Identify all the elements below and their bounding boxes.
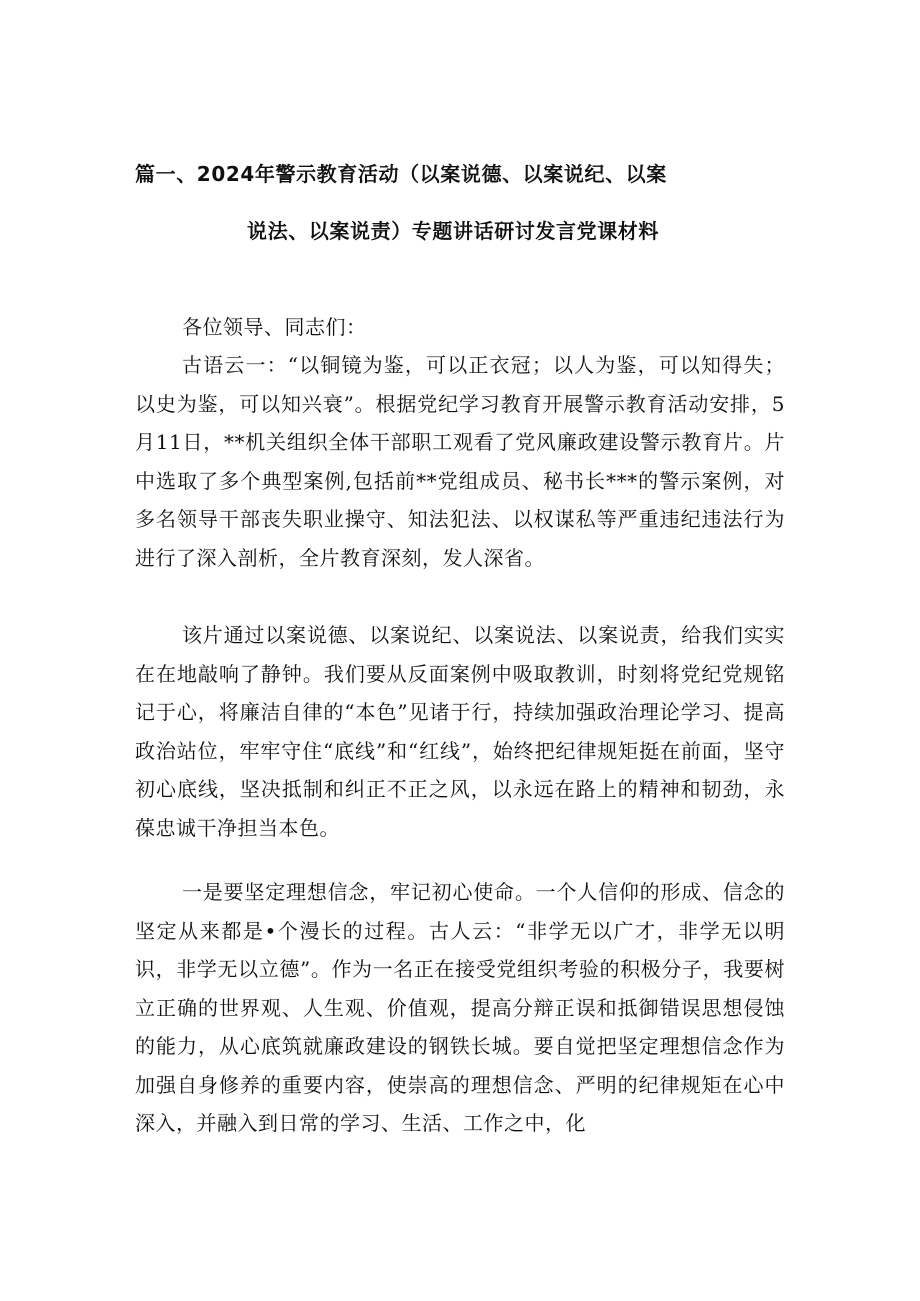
paragraph-3: 一是要坚定理想信念，牢记初心使命。一个人信仰的形成、信念的坚定从来都是•个漫长的过程。古人云：“非学无以广才，非学无以明识，非学无以立德”。作为一名正在接受党组织考验的积极分子，我要树立正确的世界观、人生观、价值观，提高分辩正误和抵御错误思想侵蚀的能力，从心底筑就廉政建设的钢铁长城。要自觉把坚定理想信念作为加强自身修养的重要内容，使崇高的理想信念、严明的纪律规矩在心中深入，并融入到日常的学习、生活、工作之中，化 (135, 880, 785, 1135)
paragraph-1: 古语云一：“以铜镜为鉴，可以正衣冠；以人为鉴，可以知得失；以史为鉴，可以知兴衰”。根据党纪学习教育开展警示教育活动安排，5月11日，**机关组织全体干部职工观看了党风廉政建设警示教育片。片中选取了多个典型案例,包括前**党组成员、秘书长***的警示案例，对多名领导干部丧失职业操守、知法犯法、以权谋私等严重违纪违法行为进行了深入剖析，全片教育深刻，发人深省。 (135, 353, 785, 570)
document-title-line-2: 说法、以案说责）专题讲话研讨发言党课材料 (247, 219, 659, 243)
paragraph-2: 该片通过以案说德、以案说纪、以案说法、以案说责，给我们实实在在地敲响了静钟。我们要从反面案例中吸取教训，时刻将党纪党规铭记于心，将廉洁自律的“本色”见诸于行，持续加强政治理论学习、提高政治站位，牢牢守住“底线”和“红线”，始终把纪律规矩挺在前面，坚守初心底线，坚决抵制和纠正不正之风，以永远在路上的精神和韧劲，永葆忠诚干净担当本色。 (135, 623, 785, 840)
document-title-line-1: 篇一、2024年警示教育活动（以案说德、以案说纪、以案 (135, 162, 667, 186)
salutation: 各位领导、同志们： (182, 315, 367, 339)
